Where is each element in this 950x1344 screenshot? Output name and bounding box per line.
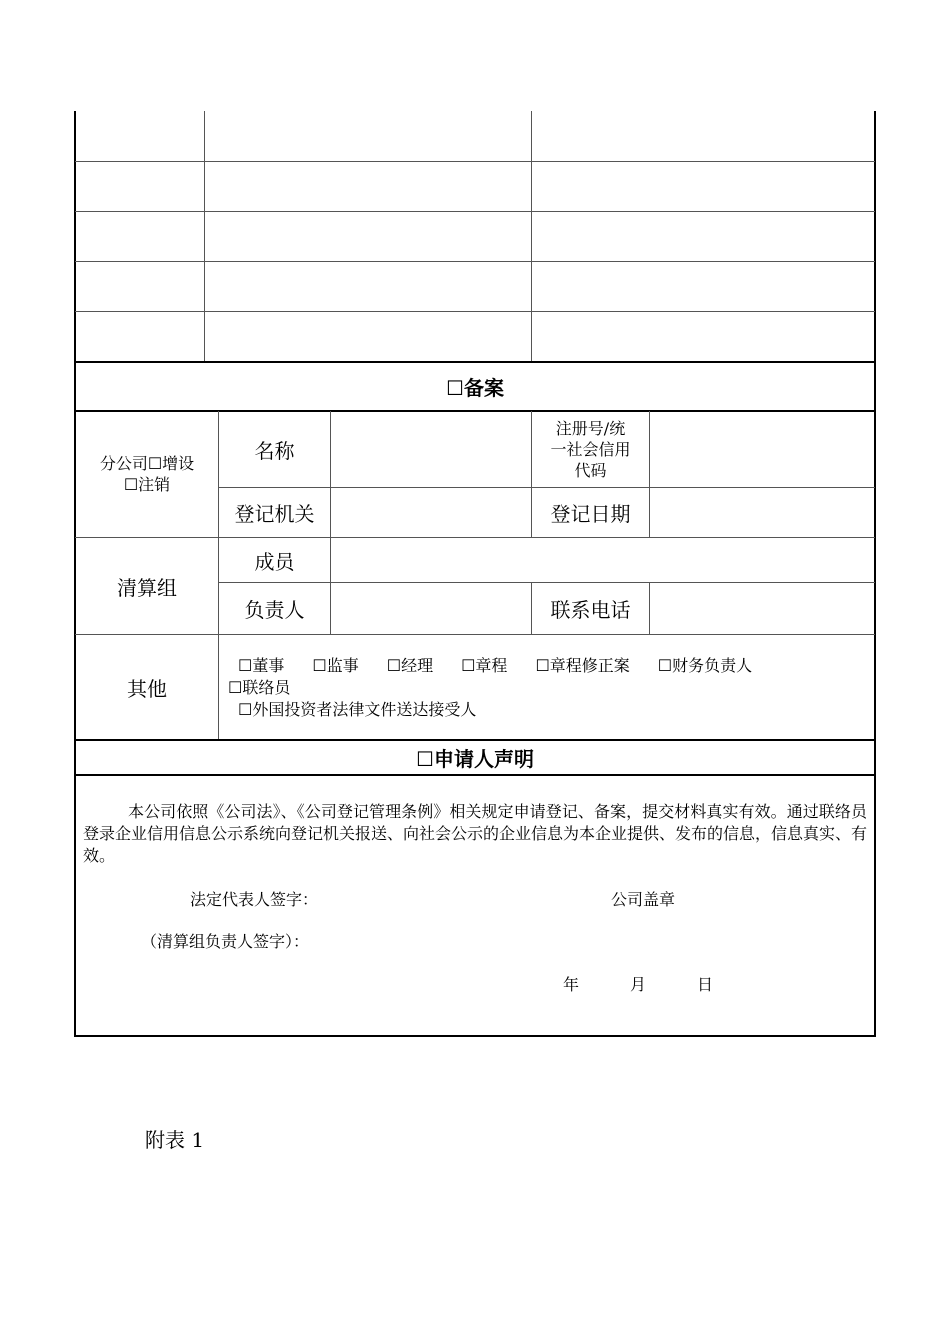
phone-value[interactable] [650,583,874,634]
row-divider [75,261,875,262]
row-divider [75,161,875,162]
phone-label: 联系电话 [550,598,631,622]
appendix-label: 附表 1 [145,1128,205,1152]
reg-no-label-line3: 代码 [574,461,607,480]
name-value[interactable] [331,412,531,487]
reg-no-label [532,412,649,487]
reg-authority-value[interactable] [331,488,531,537]
reg-no-label-line1: 注册号/统 [555,419,626,438]
declaration-section-title: ☐申请人声明 [416,747,534,771]
others-options-line1 [228,655,874,677]
name-label: 名称 [254,439,295,463]
empty-col-divider [531,111,532,361]
reg-no-value[interactable] [650,412,874,487]
reg-no-label-line2: 一社会信用 [550,440,631,459]
branch-label [76,412,218,536]
members-value[interactable] [331,538,874,582]
table-right-border [874,111,876,1036]
branch-label-line1: 分公司☐增设 [99,454,195,473]
company-seal-label: 公司盖章 [611,890,676,909]
liquidation-label: 清算组 [117,575,177,600]
members-label: 成员 [254,549,295,574]
option-finance-head-checkbox[interactable]: ☐财务负责人 [657,656,753,675]
legal-rep-sign-label: 法定代表人签字： [190,890,319,909]
person-in-charge-value[interactable] [331,583,531,634]
date-month-label: 月 [630,975,647,994]
row-divider [75,311,875,312]
reg-date-value[interactable] [650,488,874,537]
declaration-text: 本公司依照《公司法》、《公司登记管理条例》相关规定申请登记、备案，提交材料真实有效。通过联络员登录企业信用信息公示系统向登记机关报送、向社会公示的企业信息为本企业提供、发布的信息，信息真实、有效。 [83,802,868,865]
option-liaison-checkbox[interactable]: ☐联络员 [228,678,291,697]
others-options [228,655,874,721]
others-label: 其他 [127,676,167,701]
row-divider [75,211,875,212]
date-year-label: 年 [563,975,580,994]
option-articles-amendment-checkbox[interactable]: ☐章程修正案 [535,656,630,675]
table-bottom-border [74,1035,876,1037]
section-divider [74,774,876,776]
option-foreign-recipient-checkbox[interactable]: ☐外国投资者法律文件送达接受人 [238,700,477,719]
reg-date-label: 登记日期 [550,502,631,526]
option-director-checkbox[interactable]: ☐董事 [238,656,285,675]
reg-authority-label: 登记机关 [234,502,315,526]
option-articles-checkbox[interactable]: ☐章程 [461,656,508,675]
branch-label-line2: ☐注销 [123,475,171,494]
option-manager-checkbox[interactable]: ☐经理 [386,656,434,675]
person-in-charge-label: 负责人 [244,598,305,622]
date-day-label: 日 [697,975,714,994]
filing-section-title: ☐备案 [446,375,504,400]
option-supervisor-checkbox[interactable]: ☐监事 [312,656,359,675]
liquidation-sign-label: （清算组负责人签字）： [141,932,310,951]
empty-col-divider [204,111,205,361]
